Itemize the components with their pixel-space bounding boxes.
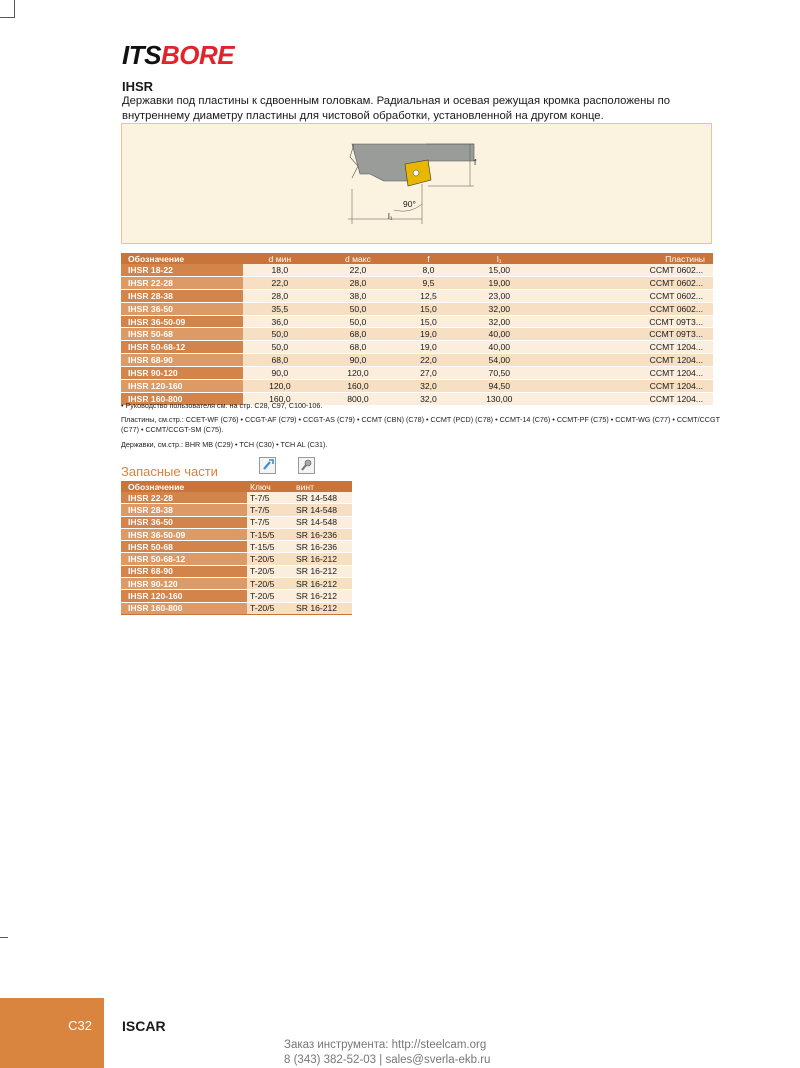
cell-key: T-20/5 — [247, 565, 293, 577]
tool-drawing-panel — [121, 123, 712, 244]
cell-inserts: CCMT 1204... — [541, 380, 713, 393]
cell-screw: SR 14-548 — [293, 492, 352, 504]
dimension-f-label: f — [474, 158, 477, 167]
holder-specs-table — [121, 253, 713, 406]
cell-f: 12,5 — [399, 289, 458, 302]
col-d-min: d мин — [243, 253, 317, 264]
cell-key: T-20/5 — [247, 553, 293, 565]
cell-screw: SR 16-212 — [293, 578, 352, 590]
table-header-row — [121, 253, 713, 264]
cell-screw: SR 16-212 — [293, 565, 352, 577]
table-row — [121, 264, 713, 276]
cell-f: 15,0 — [399, 302, 458, 315]
cell-screw: SR 16-212 — [293, 602, 352, 614]
cell-designation: IHSR 50-68-12 — [121, 341, 243, 354]
cell-screw: SR 16-212 — [293, 590, 352, 602]
inserts-note: Пластины, см.стр.: CCET-WF (C76) • CCGT-AF (C79) • CCGT-AS (C79) • CCMT (CBN) (C78) • CCMT (PCD) (C78) • CCMT-14 (C76) • CCMT-PF (C75) • CCMT-WG (C77) • CCMT/CCGT (C77) • CCMT/CCGT-SM (C75). — [121, 415, 720, 434]
dimension-l1-label: l₁ — [388, 212, 393, 221]
logo-part-its: ITS — [122, 40, 161, 70]
cell-d-min: 22,0 — [243, 276, 317, 289]
cell-d-max: 50,0 — [317, 302, 399, 315]
cell-key: T-15/5 — [247, 541, 293, 553]
cell-f: 9,5 — [399, 276, 458, 289]
cell-inserts: CCMT 09T3... — [541, 315, 713, 328]
cell-screw: SR 14-548 — [293, 504, 352, 516]
cell-l1: 32,00 — [458, 302, 541, 315]
cell-l1: 70,50 — [458, 367, 541, 380]
cell-d-min: 68,0 — [243, 354, 317, 367]
cell-d-max: 90,0 — [317, 354, 399, 367]
iscar-brand: ISCAR — [122, 1018, 166, 1034]
table-row — [121, 289, 713, 302]
cell-d-min: 50,0 — [243, 328, 317, 341]
product-description: Державки под пластины к сдвоенным головкам. Радиальная и осевая режущая кромка расположены по внутреннему диаметру пластины для чистовой обработки, установленной на другом конце. — [122, 95, 671, 122]
crop-mark — [0, 17, 14, 18]
page-number: C32 — [68, 1018, 92, 1033]
cell-f: 19,0 — [399, 328, 458, 341]
table-row — [121, 541, 352, 553]
cell-key: T-20/5 — [247, 578, 293, 590]
cell-screw: SR 16-212 — [293, 553, 352, 565]
table-row — [121, 578, 352, 590]
key-icon — [259, 457, 276, 474]
cell-designation: IHSR 50-68 — [121, 328, 243, 341]
cell-designation: IHSR 28-38 — [121, 289, 243, 302]
cell-inserts: CCMT 0602... — [541, 264, 713, 276]
table-row — [121, 367, 713, 380]
cell-key: T-7/5 — [247, 504, 293, 516]
table-row — [121, 602, 352, 614]
cell-d-min: 35,5 — [243, 302, 317, 315]
table-row — [121, 315, 713, 328]
cell-f: 32,0 — [399, 380, 458, 393]
cell-f: 19,0 — [399, 341, 458, 354]
cell-screw: SR 16-236 — [293, 541, 352, 553]
crop-mark — [14, 0, 15, 18]
cell-d-max: 50,0 — [317, 315, 399, 328]
cell-inserts: CCMT 09T3... — [541, 328, 713, 341]
cell-d-min: 90,0 — [243, 367, 317, 380]
itsbore-logo — [122, 42, 234, 68]
cell-l1: 15,00 — [458, 264, 541, 276]
cell-designation: IHSR 50-68-12 — [121, 553, 247, 565]
cell-designation: IHSR 120-160 — [121, 590, 247, 602]
cell-designation: IHSR 22-28 — [121, 276, 243, 289]
cell-d-max: 68,0 — [317, 341, 399, 354]
col-screw: винт — [293, 481, 352, 492]
cell-designation: IHSR 36-50-09 — [121, 315, 243, 328]
cell-designation: IHSR 68-90 — [121, 565, 247, 577]
cell-inserts: CCMT 1204... — [541, 341, 713, 354]
cell-designation: IHSR 36-50-09 — [121, 528, 247, 540]
cell-l1: 54,00 — [458, 354, 541, 367]
cell-designation: IHSR 22-28 — [121, 492, 247, 504]
table-row — [121, 354, 713, 367]
cell-designation: IHSR 18-22 — [121, 264, 243, 276]
col-inserts: Пластины — [541, 253, 713, 264]
cell-d-min: 36,0 — [243, 315, 317, 328]
cell-l1: 32,00 — [458, 315, 541, 328]
holders-note: Державки, см.стр.: BHR MB (C29) • TCH (C30) • TCH AL (C31). — [121, 440, 328, 449]
col-key: Ключ — [247, 481, 293, 492]
cell-designation: IHSR 50-68 — [121, 541, 247, 553]
cell-f: 15,0 — [399, 315, 458, 328]
divider — [121, 614, 352, 615]
cell-l1: 19,00 — [458, 276, 541, 289]
table-row — [121, 380, 713, 393]
cell-key: T-20/5 — [247, 602, 293, 614]
table-row — [121, 341, 713, 354]
table-row — [121, 492, 352, 504]
col-f: f — [399, 253, 458, 264]
guide-note: • Руководство пользователя см. на стр. C28, C97, C100-106. — [121, 401, 323, 410]
spare-parts-title: Запасные части — [121, 464, 218, 479]
cell-screw: SR 16-236 — [293, 528, 352, 540]
cell-l1: 40,00 — [458, 341, 541, 354]
cell-d-max: 68,0 — [317, 328, 399, 341]
cell-d-max: 28,0 — [317, 276, 399, 289]
col-designation: Обозначение — [121, 253, 243, 264]
cell-designation: IHSR 160-800 — [121, 392, 243, 405]
cell-designation: IHSR 68-90 — [121, 354, 243, 367]
cell-d-max: 160,0 — [317, 380, 399, 393]
cell-f: 8,0 — [399, 264, 458, 276]
cell-inserts: CCMT 0602... — [541, 276, 713, 289]
dimension-angle-label: 90° — [403, 199, 416, 209]
cell-inserts: CCMT 0602... — [541, 302, 713, 315]
cell-key: T-15/5 — [247, 528, 293, 540]
cell-d-min: 160,0 — [243, 392, 317, 405]
cell-key: T-7/5 — [247, 516, 293, 528]
table-row — [121, 565, 352, 577]
cell-inserts: CCMT 1204... — [541, 392, 713, 405]
cell-f: 27,0 — [399, 367, 458, 380]
cell-d-max: 120,0 — [317, 367, 399, 380]
cell-key: T-7/5 — [247, 492, 293, 504]
cell-l1: 94,50 — [458, 380, 541, 393]
cell-designation: IHSR 90-120 — [121, 367, 243, 380]
cell-f: 32,0 — [399, 392, 458, 405]
contact-line: 8 (343) 382-52-03 | sales@sverla-ekb.ru — [284, 1054, 491, 1066]
spare-parts-table — [121, 481, 352, 615]
cell-designation: IHSR 28-38 — [121, 504, 247, 516]
table-row — [121, 528, 352, 540]
logo-part-bore: BORE — [160, 40, 235, 70]
cell-designation: IHSR 160-800 — [121, 602, 247, 614]
crop-mark — [0, 937, 8, 938]
cell-f: 22,0 — [399, 354, 458, 367]
col-d-max: d макс — [317, 253, 399, 264]
cell-d-min: 120,0 — [243, 380, 317, 393]
table-row — [121, 516, 352, 528]
cell-inserts: CCMT 0602... — [541, 289, 713, 302]
order-line: Заказ инструмента: http://steelcam.org — [284, 1039, 487, 1051]
cell-d-min: 18,0 — [243, 264, 317, 276]
cell-d-max: 38,0 — [317, 289, 399, 302]
cell-d-max: 22,0 — [317, 264, 399, 276]
page-tab — [0, 998, 104, 1068]
product-code: IHSR — [122, 79, 154, 94]
cell-l1: 130,00 — [458, 392, 541, 405]
cell-designation: IHSR 120-160 — [121, 380, 243, 393]
cell-l1: 40,00 — [458, 328, 541, 341]
table-header-row — [121, 481, 352, 492]
cell-key: T-20/5 — [247, 590, 293, 602]
table-row — [121, 302, 713, 315]
cell-designation: IHSR 36-50 — [121, 516, 247, 528]
screw-icon — [298, 457, 315, 474]
table-row — [121, 590, 352, 602]
cell-d-max: 800,0 — [317, 392, 399, 405]
table-row — [121, 553, 352, 565]
cell-screw: SR 14-548 — [293, 516, 352, 528]
cell-designation: IHSR 90-120 — [121, 578, 247, 590]
col-l1: l₁ — [458, 253, 541, 264]
cell-d-min: 28,0 — [243, 289, 317, 302]
tool-drawing — [122, 124, 713, 245]
cell-l1: 23,00 — [458, 289, 541, 302]
table-row — [121, 276, 713, 289]
cell-d-min: 50,0 — [243, 341, 317, 354]
cell-inserts: CCMT 1204... — [541, 367, 713, 380]
cell-designation: IHSR 36-50 — [121, 302, 243, 315]
cell-inserts: CCMT 1204... — [541, 354, 713, 367]
table-row — [121, 328, 713, 341]
col-designation: Обозначение — [121, 481, 247, 492]
table-row — [121, 504, 352, 516]
